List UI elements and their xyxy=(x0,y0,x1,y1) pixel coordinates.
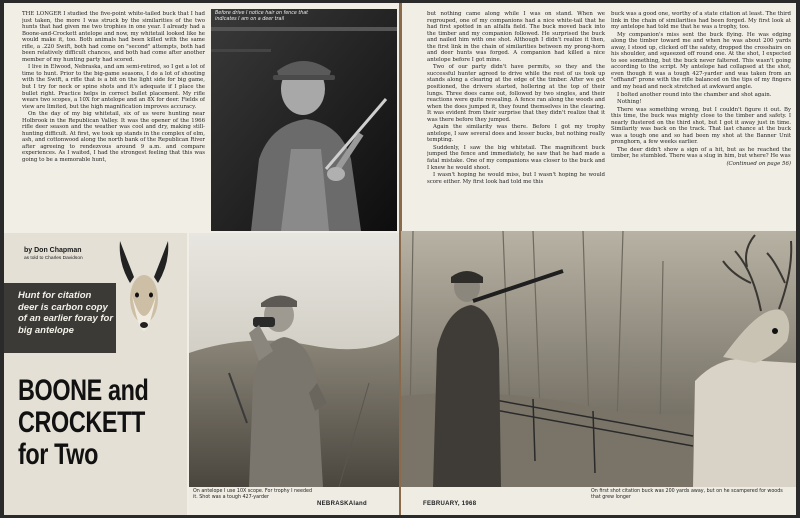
paragraph: There was something wrong, but I couldn't figure it out. By this time, the buck was mighty close to the timber and safety. I nearly flustered on the third shot, but I got it away just in time. Similarity was back on the track. That last chance at the buck was a tough one and so had been my shot at the Banner Unit pronghorn, a few weeks earlier. xyxy=(611,106,791,146)
headline-line-1: BOONE and xyxy=(18,374,149,407)
photo2-caption: On antelope I use 10X scope. For trophy I needed it. Shot was a tough 427-yarder xyxy=(193,489,313,500)
paragraph: Suddenly, I saw the big whitetail. The magnificent buck jumped the fence and immediately, he saw that he had made a fatal mistake. One of my companions was closer to the buck and I knew he would shoot. xyxy=(427,144,605,171)
binoculars-hunter-image xyxy=(189,233,399,487)
paragraph: but nothing came along while I was on stand. When we regrouped, one of my companions had a nice white-tail that he had first spotted in an alfalfa field. The buck moved back into the timber and my companion followed. He surprised the buck and nailed him with one shot. Although I didn't realize it then, the first link in the chain of similarities between my prong-horn and deer hunts was forged. A companion had killed a nice antelope before I got mine. xyxy=(427,11,605,63)
antelope-head-illustration xyxy=(104,237,184,337)
article-column-3 xyxy=(611,11,791,225)
paragraph xyxy=(22,11,205,63)
paragraph: I live in Elwood, Nebraska, and am semi-retired, so I get a lot of time to hunt. Prior to the big-game seasons, I do a lot of shooting with the Swift, a rifle that is a bit on the light side for big game, but I try for neck or spine shots and it's adequate if I place the bullet right. Practice helps in correct bullet placement. My rifle wears two scopes, a 10X for antelope and an 8X for deer. Fields of view are limited, but the high magnification improves accuracy. xyxy=(22,64,205,110)
title-panel xyxy=(4,233,187,515)
paragraph: Nothing! xyxy=(617,99,642,106)
photo-man-with-binoculars xyxy=(189,233,399,487)
photo-hunter-and-buck xyxy=(401,231,796,487)
byline-author: by Don Chapman xyxy=(24,247,82,254)
hunter-with-rifle-image xyxy=(211,9,397,231)
article-deck: Hunt for citation deer is carbon copy of an earlier foray for big antelope xyxy=(18,290,114,336)
continued-note: (Continued on page 56) xyxy=(726,161,791,168)
article-column-2 xyxy=(427,11,605,225)
paragraph: I wasn't hoping he would miss, but I wasn't hoping he would score either. My first look had told me this xyxy=(427,172,605,185)
headline-line-3: for Two xyxy=(18,438,99,471)
paragraph: The deer didn't show a sign of a hit, but as he reached the timber, he stumbled. There was a slug in him, but where? He was xyxy=(611,146,791,160)
right-page xyxy=(401,3,796,515)
paragraph: I bolted another round into the chamber and shot again. xyxy=(617,91,772,98)
photo1-caption: Before drive I notice hair on fence that indicates I am on a deer trail xyxy=(215,11,309,22)
photo-hunter-with-rifle xyxy=(211,9,397,231)
paragraph: On the day of my big whitetail, six of us were hunting near Holbrook in the Republican Valley. It was the opener of the 1966 rifle deer season and the weather was cool and dry, making still-hunting difficult. At first, we took up stands in the complex of elm, ash, and cottonwood along the north bank of the Republican River after agreeing to rendezvous around 9 a.m. and compare experiences. As I waited, I had the strongest feeling that this was going to be a memorable hunt, xyxy=(22,111,205,164)
byline-credit: as told to Charles Davidson xyxy=(24,256,83,261)
folio-left: NEBRASKAland xyxy=(317,501,367,507)
photo2-caption-area xyxy=(189,487,399,515)
article-headline xyxy=(18,375,148,471)
hunter-and-buck-image xyxy=(401,231,796,487)
paragraph: Again the similarity was there. Before I got my trophy antelope, I saw several does and lesser bucks, but nothing really tempting. xyxy=(427,124,605,144)
paragraph: buck was a good one, worthy of a state citation at least. The third link in the chain of similarities had been forged. My first look at my antelope had told me that he was a trophy, too. xyxy=(611,11,791,31)
folio-right: FEBRUARY, 1968 xyxy=(423,501,477,507)
headline-line-2: CROCKETT xyxy=(18,406,145,439)
paragraph: Two of our party didn't have permits, so they and the successful hunter agreed to drive while the rest of us took up stands along a clearing at the edge of the timber. After we got positioned, the drivers started, hollering at the top of their lungs. Three does came out, followed by two singles, and their reactions were quite revealing. A fence ran along the woods and when the does jumped it, they found themselves in the clearing. It was evident from their surprise that they didn't realize that it was there before they jumped. xyxy=(427,64,605,123)
magazine-spread xyxy=(4,3,796,515)
photo3-caption-area xyxy=(401,487,796,515)
left-page xyxy=(4,3,399,515)
paragraph-text: THE LONGER I studied the five-point white-tailed buck that I had just taken, the more I was struck by the similarities of the two hunts that had given me two trophies in one year. I already had a Boone-and-Crockett antelope and now, my whitetail looked like he would make it, too. Both animals had been killed with the same rifle, a .220 Swift, both had come on "second" attempts, both had been relatively difficult chances, and both had come after another member of my hunting party had scored. xyxy=(22,11,205,63)
antelope-icon xyxy=(104,237,184,337)
paragraph: My companion's miss sent the buck flying. He was edging along the timber toward me and when he was about 200 yards away, I stood up, clicked off the safety, dropped the crosshairs on his shoulder, and squeezed off round one. At the shot, I expected to see something, but the buck never faltered. This wasn't going according to the script. My antelope had collapsed at the shot, even though it was a tough 427-yarder and was taken from an "offhand" prone with the rifle balanced on the tips of my fingers and my head and neck stretched at awkward angle. xyxy=(611,31,791,91)
article-column-1 xyxy=(22,11,205,229)
photo3-caption: On first shot citation buck was 200 yards away, but on he scampered for woods that grew longer xyxy=(591,489,783,500)
